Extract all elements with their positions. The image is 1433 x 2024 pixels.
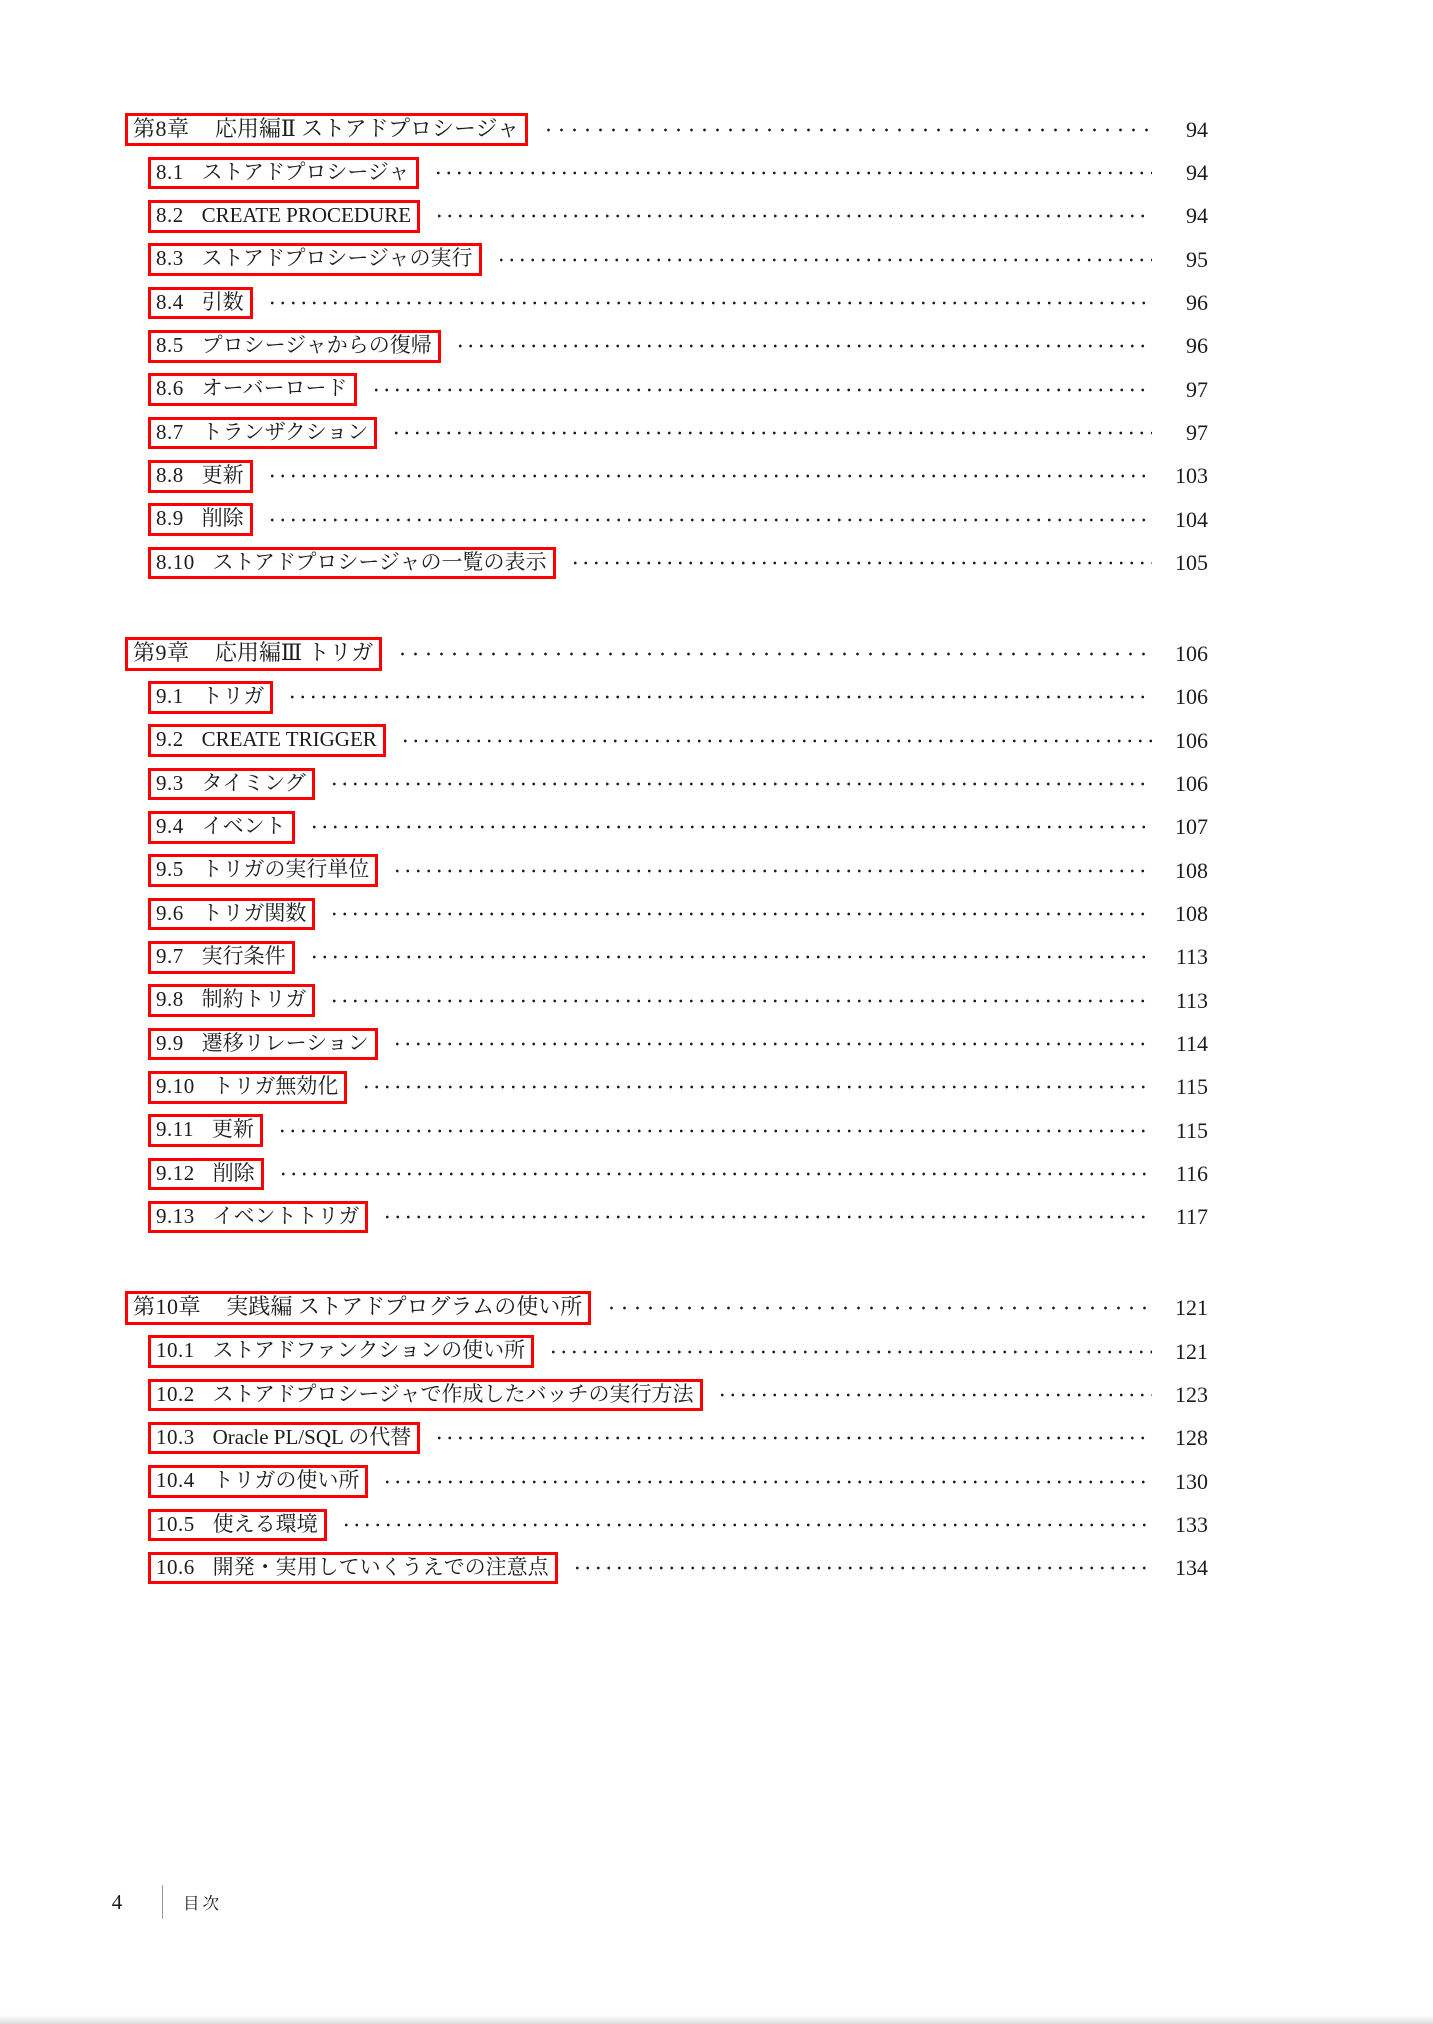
toc-section-link[interactable] <box>148 854 378 887</box>
toc-page-number: 95 <box>1186 246 1208 272</box>
toc-section-link[interactable] <box>148 1114 263 1147</box>
toc-entry-title: 使える環境 <box>212 1511 318 1536</box>
toc-chapter-row <box>0 108 1208 151</box>
toc-section-link[interactable] <box>148 811 295 844</box>
toc-entry-title: オーバーロード <box>201 376 348 401</box>
toc-entry-number: 8.5 <box>156 333 184 358</box>
toc-entry-number: 8.7 <box>156 419 184 444</box>
dotted-leader <box>538 108 1152 151</box>
toc-section-row <box>0 1066 1208 1109</box>
toc-section-row <box>0 849 1208 892</box>
toc-entry-title: ストアドファンクションの使い所 <box>212 1338 526 1363</box>
toc-entry-title: CREATE PROCEDURE <box>201 203 412 228</box>
page-bottom-edge <box>0 2015 1433 2024</box>
toc-section-link[interactable] <box>148 243 482 276</box>
toc-entry-title: 応用編Ⅲ トリガ <box>214 640 374 666</box>
toc-section-row <box>0 195 1208 238</box>
toc-entry-number: 第10章 <box>133 1294 202 1320</box>
toc-entry-title: トリガの使い所 <box>212 1468 360 1493</box>
dotted-leader <box>566 541 1153 584</box>
toc-entry-number: 9.5 <box>156 857 184 882</box>
toc-entry-title: ストアドプロシージャの実行 <box>201 246 473 271</box>
toc-entry-title: 応用編Ⅱ ストアドプロシージャ <box>214 115 520 141</box>
toc-entry-title: イベントトリガ <box>212 1203 360 1228</box>
toc-section-row <box>0 1152 1208 1195</box>
toc-page-number: 94 <box>1186 116 1208 142</box>
toc-section-row <box>0 1109 1208 1152</box>
toc-section-link[interactable] <box>148 330 441 363</box>
dotted-leader <box>388 1022 1152 1065</box>
toc-entry-number: 9.4 <box>156 814 184 839</box>
dotted-leader <box>357 1066 1152 1109</box>
toc-entry-title: 更新 <box>201 463 244 488</box>
toc-chapter-link[interactable] <box>125 1291 591 1325</box>
toc-page-number: 123 <box>1175 1381 1208 1407</box>
toc-section-link[interactable] <box>148 460 253 493</box>
dotted-leader <box>451 325 1152 368</box>
toc-section-link[interactable] <box>148 1028 378 1061</box>
toc-section-link[interactable] <box>148 1379 703 1412</box>
toc-entry-title: ストアドプロシージャの一覧の表示 <box>212 549 547 574</box>
toc-entry-title: 遷移リレーション <box>201 1030 369 1055</box>
toc-entry-title: トリガの実行単位 <box>201 857 370 882</box>
dotted-leader <box>263 498 1152 541</box>
toc-page-number: 130 <box>1175 1468 1208 1494</box>
dotted-leader <box>388 849 1152 892</box>
toc-entry-title: トリガ <box>201 684 265 709</box>
toc-entry-title: 削除 <box>201 506 244 531</box>
toc-section-link[interactable] <box>148 941 295 974</box>
dotted-leader <box>325 762 1152 805</box>
toc-entry-title: トランザクション <box>201 419 369 444</box>
toc-entry-number: 第9章 <box>133 640 190 666</box>
footer-divider <box>162 1885 163 1919</box>
toc-page-number: 107 <box>1175 814 1208 840</box>
dotted-leader <box>325 979 1152 1022</box>
toc-entry-number: 9.8 <box>156 987 184 1012</box>
dotted-leader <box>601 1287 1152 1330</box>
toc-page-number: 113 <box>1175 987 1208 1013</box>
toc-section-link[interactable] <box>148 1071 347 1104</box>
toc-entry-number: 10.3 <box>156 1424 195 1449</box>
toc-chapter-link[interactable] <box>125 113 528 147</box>
toc-section-link[interactable] <box>148 503 253 536</box>
toc-entry-number: 9.9 <box>156 1030 184 1055</box>
dotted-leader <box>337 1503 1152 1546</box>
toc-entry-title: プロシージャからの復帰 <box>201 333 432 358</box>
dotted-leader <box>430 1417 1152 1460</box>
table-of-contents <box>0 108 1433 1590</box>
toc-section-row <box>0 1547 1208 1590</box>
toc-section-row <box>0 238 1208 281</box>
dotted-leader <box>392 632 1152 675</box>
toc-section-row <box>0 676 1208 719</box>
toc-entry-number: 10.6 <box>156 1554 195 1579</box>
toc-page-number: 106 <box>1175 770 1208 796</box>
toc-entry-number: 8.2 <box>156 203 184 228</box>
toc-page-number: 117 <box>1175 1204 1208 1230</box>
page-footer <box>100 1885 222 1919</box>
toc-entry-number: 9.10 <box>156 1073 195 1098</box>
toc-page-number: 128 <box>1175 1425 1208 1451</box>
toc-section-row <box>0 498 1208 541</box>
toc-entry-title: 実践編 ストアドプログラムの使い所 <box>226 1294 583 1320</box>
toc-entry-number: 8.9 <box>156 506 184 531</box>
toc-page-number: 121 <box>1175 1295 1208 1321</box>
toc-section-row <box>0 806 1208 849</box>
toc-section-link[interactable] <box>148 1552 558 1585</box>
dotted-leader <box>263 455 1152 498</box>
toc-section-link[interactable] <box>148 157 419 190</box>
dotted-leader <box>283 676 1152 719</box>
toc-section-link[interactable] <box>148 1335 534 1368</box>
toc-section-link[interactable] <box>148 724 386 757</box>
toc-section-link[interactable] <box>148 417 377 450</box>
toc-chapter-link[interactable] <box>125 637 382 671</box>
toc-entry-number: 8.6 <box>156 376 184 401</box>
dotted-leader <box>273 1109 1152 1152</box>
toc-entry-title: イベント <box>201 814 286 839</box>
toc-entry-number: 第8章 <box>133 115 190 141</box>
toc-section-row <box>0 1022 1208 1065</box>
toc-entry-number: 8.4 <box>156 289 184 314</box>
toc-page-number: 106 <box>1175 727 1208 753</box>
toc-entry-number: 9.11 <box>156 1117 194 1142</box>
toc-page-number: 96 <box>1186 333 1208 359</box>
dotted-leader <box>387 411 1152 454</box>
toc-section-row <box>0 151 1208 194</box>
toc-entry-number: 10.1 <box>156 1338 195 1363</box>
toc-entry-number: 8.1 <box>156 159 184 184</box>
toc-entry-title: 更新 <box>211 1117 254 1142</box>
toc-entry-number: 9.3 <box>156 770 184 795</box>
toc-section-link[interactable] <box>148 681 273 714</box>
toc-entry-title: ストアドプロシージャ <box>201 159 410 184</box>
toc-entry-title: Oracle PL/SQL の代替 <box>212 1424 412 1449</box>
toc-entry-title: CREATE TRIGGER <box>201 727 377 752</box>
toc-page-number: 108 <box>1175 900 1208 926</box>
dotted-leader <box>430 195 1152 238</box>
toc-section-row <box>0 1503 1208 1546</box>
toc-page-number: 115 <box>1175 1117 1208 1143</box>
dotted-leader <box>305 806 1152 849</box>
toc-entry-title: タイミング <box>201 770 306 795</box>
toc-entry-number: 9.1 <box>156 684 184 709</box>
toc-section-row <box>0 1460 1208 1503</box>
toc-page-number: 108 <box>1175 857 1208 883</box>
toc-entry-number: 9.12 <box>156 1160 195 1185</box>
toc-section-link[interactable] <box>148 768 315 801</box>
toc-section-row <box>0 1330 1208 1373</box>
toc-entry-number: 9.7 <box>156 944 184 968</box>
toc-entry-number: 9.2 <box>156 727 184 752</box>
toc-page-number: 94 <box>1186 203 1208 229</box>
toc-page-number: 104 <box>1175 506 1208 532</box>
toc-entry-number: 9.6 <box>156 900 184 925</box>
toc-section-row <box>0 762 1208 805</box>
toc-entry-number: 10.5 <box>156 1511 195 1536</box>
toc-section-row <box>0 1373 1208 1416</box>
toc-section-row <box>0 281 1208 324</box>
toc-entry-number: 8.3 <box>156 246 184 271</box>
toc-entry-number: 9.13 <box>156 1203 195 1228</box>
footer-page-number: 4 <box>111 1889 123 1914</box>
toc-page-number: 97 <box>1186 419 1208 445</box>
dotted-leader <box>263 281 1152 324</box>
toc-section-row <box>0 541 1208 584</box>
toc-page-number: 97 <box>1186 376 1208 402</box>
dotted-leader <box>492 238 1153 281</box>
dotted-leader <box>325 892 1152 935</box>
toc-entry-title: トリガ関数 <box>201 900 307 925</box>
toc-section-row <box>0 1196 1208 1239</box>
toc-entry-title: ストアドプロシージャで作成したバッチの実行方法 <box>212 1381 694 1406</box>
toc-section-link[interactable] <box>148 1422 420 1455</box>
toc-entry-title: トリガ無効化 <box>212 1073 339 1098</box>
toc-section-row <box>0 719 1208 762</box>
dotted-leader <box>544 1330 1152 1373</box>
toc-section-link[interactable] <box>148 1509 327 1542</box>
toc-section-link[interactable] <box>148 287 253 320</box>
toc-chapter-row <box>0 1287 1208 1330</box>
toc-entry-number: 10.4 <box>156 1468 195 1493</box>
toc-page-number: 106 <box>1175 684 1208 710</box>
toc-page-number: 105 <box>1175 549 1208 575</box>
dotted-leader <box>429 151 1153 194</box>
toc-section-link[interactable] <box>148 1465 368 1498</box>
toc-section-row <box>0 936 1208 979</box>
toc-entry-number: 10.2 <box>156 1381 195 1406</box>
dotted-leader <box>713 1373 1153 1416</box>
toc-page-number: 115 <box>1175 1074 1208 1100</box>
toc-page-number: 121 <box>1175 1338 1208 1364</box>
dotted-leader <box>396 719 1152 762</box>
toc-section-row <box>0 979 1208 1022</box>
toc-section-row <box>0 1417 1208 1460</box>
toc-section-row <box>0 892 1208 935</box>
toc-page-number: 114 <box>1175 1030 1208 1056</box>
toc-page-number: 116 <box>1175 1160 1208 1186</box>
toc-page-number: 134 <box>1175 1555 1208 1581</box>
dotted-leader <box>378 1196 1152 1239</box>
toc-page-number: 96 <box>1186 289 1208 315</box>
toc-section-link[interactable] <box>148 547 556 580</box>
toc-page-number: 94 <box>1186 159 1208 185</box>
toc-page-number: 106 <box>1175 640 1208 666</box>
toc-section-row <box>0 455 1208 498</box>
toc-section-link[interactable] <box>148 984 315 1017</box>
toc-entry-title: 制約トリガ <box>201 987 307 1012</box>
dotted-leader <box>305 936 1152 979</box>
toc-entry-number: 8.10 <box>156 549 195 574</box>
footer-section-label: 目次 <box>183 1894 222 1913</box>
toc-entry-number: 8.8 <box>156 463 184 488</box>
toc-page-number: 133 <box>1175 1511 1208 1537</box>
toc-section-row <box>0 325 1208 368</box>
toc-page-number: 113 <box>1175 944 1208 970</box>
toc-chapter-row <box>0 632 1208 675</box>
dotted-leader <box>378 1460 1152 1503</box>
toc-section-link[interactable] <box>148 1158 264 1191</box>
dotted-leader <box>274 1152 1152 1195</box>
toc-entry-title: 実行条件 <box>201 944 286 968</box>
toc-section-link[interactable] <box>148 898 315 931</box>
toc-section-link[interactable] <box>148 1201 368 1234</box>
toc-page-number: 103 <box>1175 463 1208 489</box>
toc-section-row <box>0 411 1208 454</box>
toc-section-link[interactable] <box>148 373 357 406</box>
toc-entry-title: 削除 <box>212 1160 255 1185</box>
toc-section-link[interactable] <box>148 200 420 233</box>
toc-entry-title: 開発・実用していくうえでの注意点 <box>212 1554 549 1579</box>
dotted-leader <box>367 368 1152 411</box>
toc-entry-title: 引数 <box>201 289 244 314</box>
dotted-leader <box>568 1547 1152 1590</box>
toc-section-row <box>0 368 1208 411</box>
